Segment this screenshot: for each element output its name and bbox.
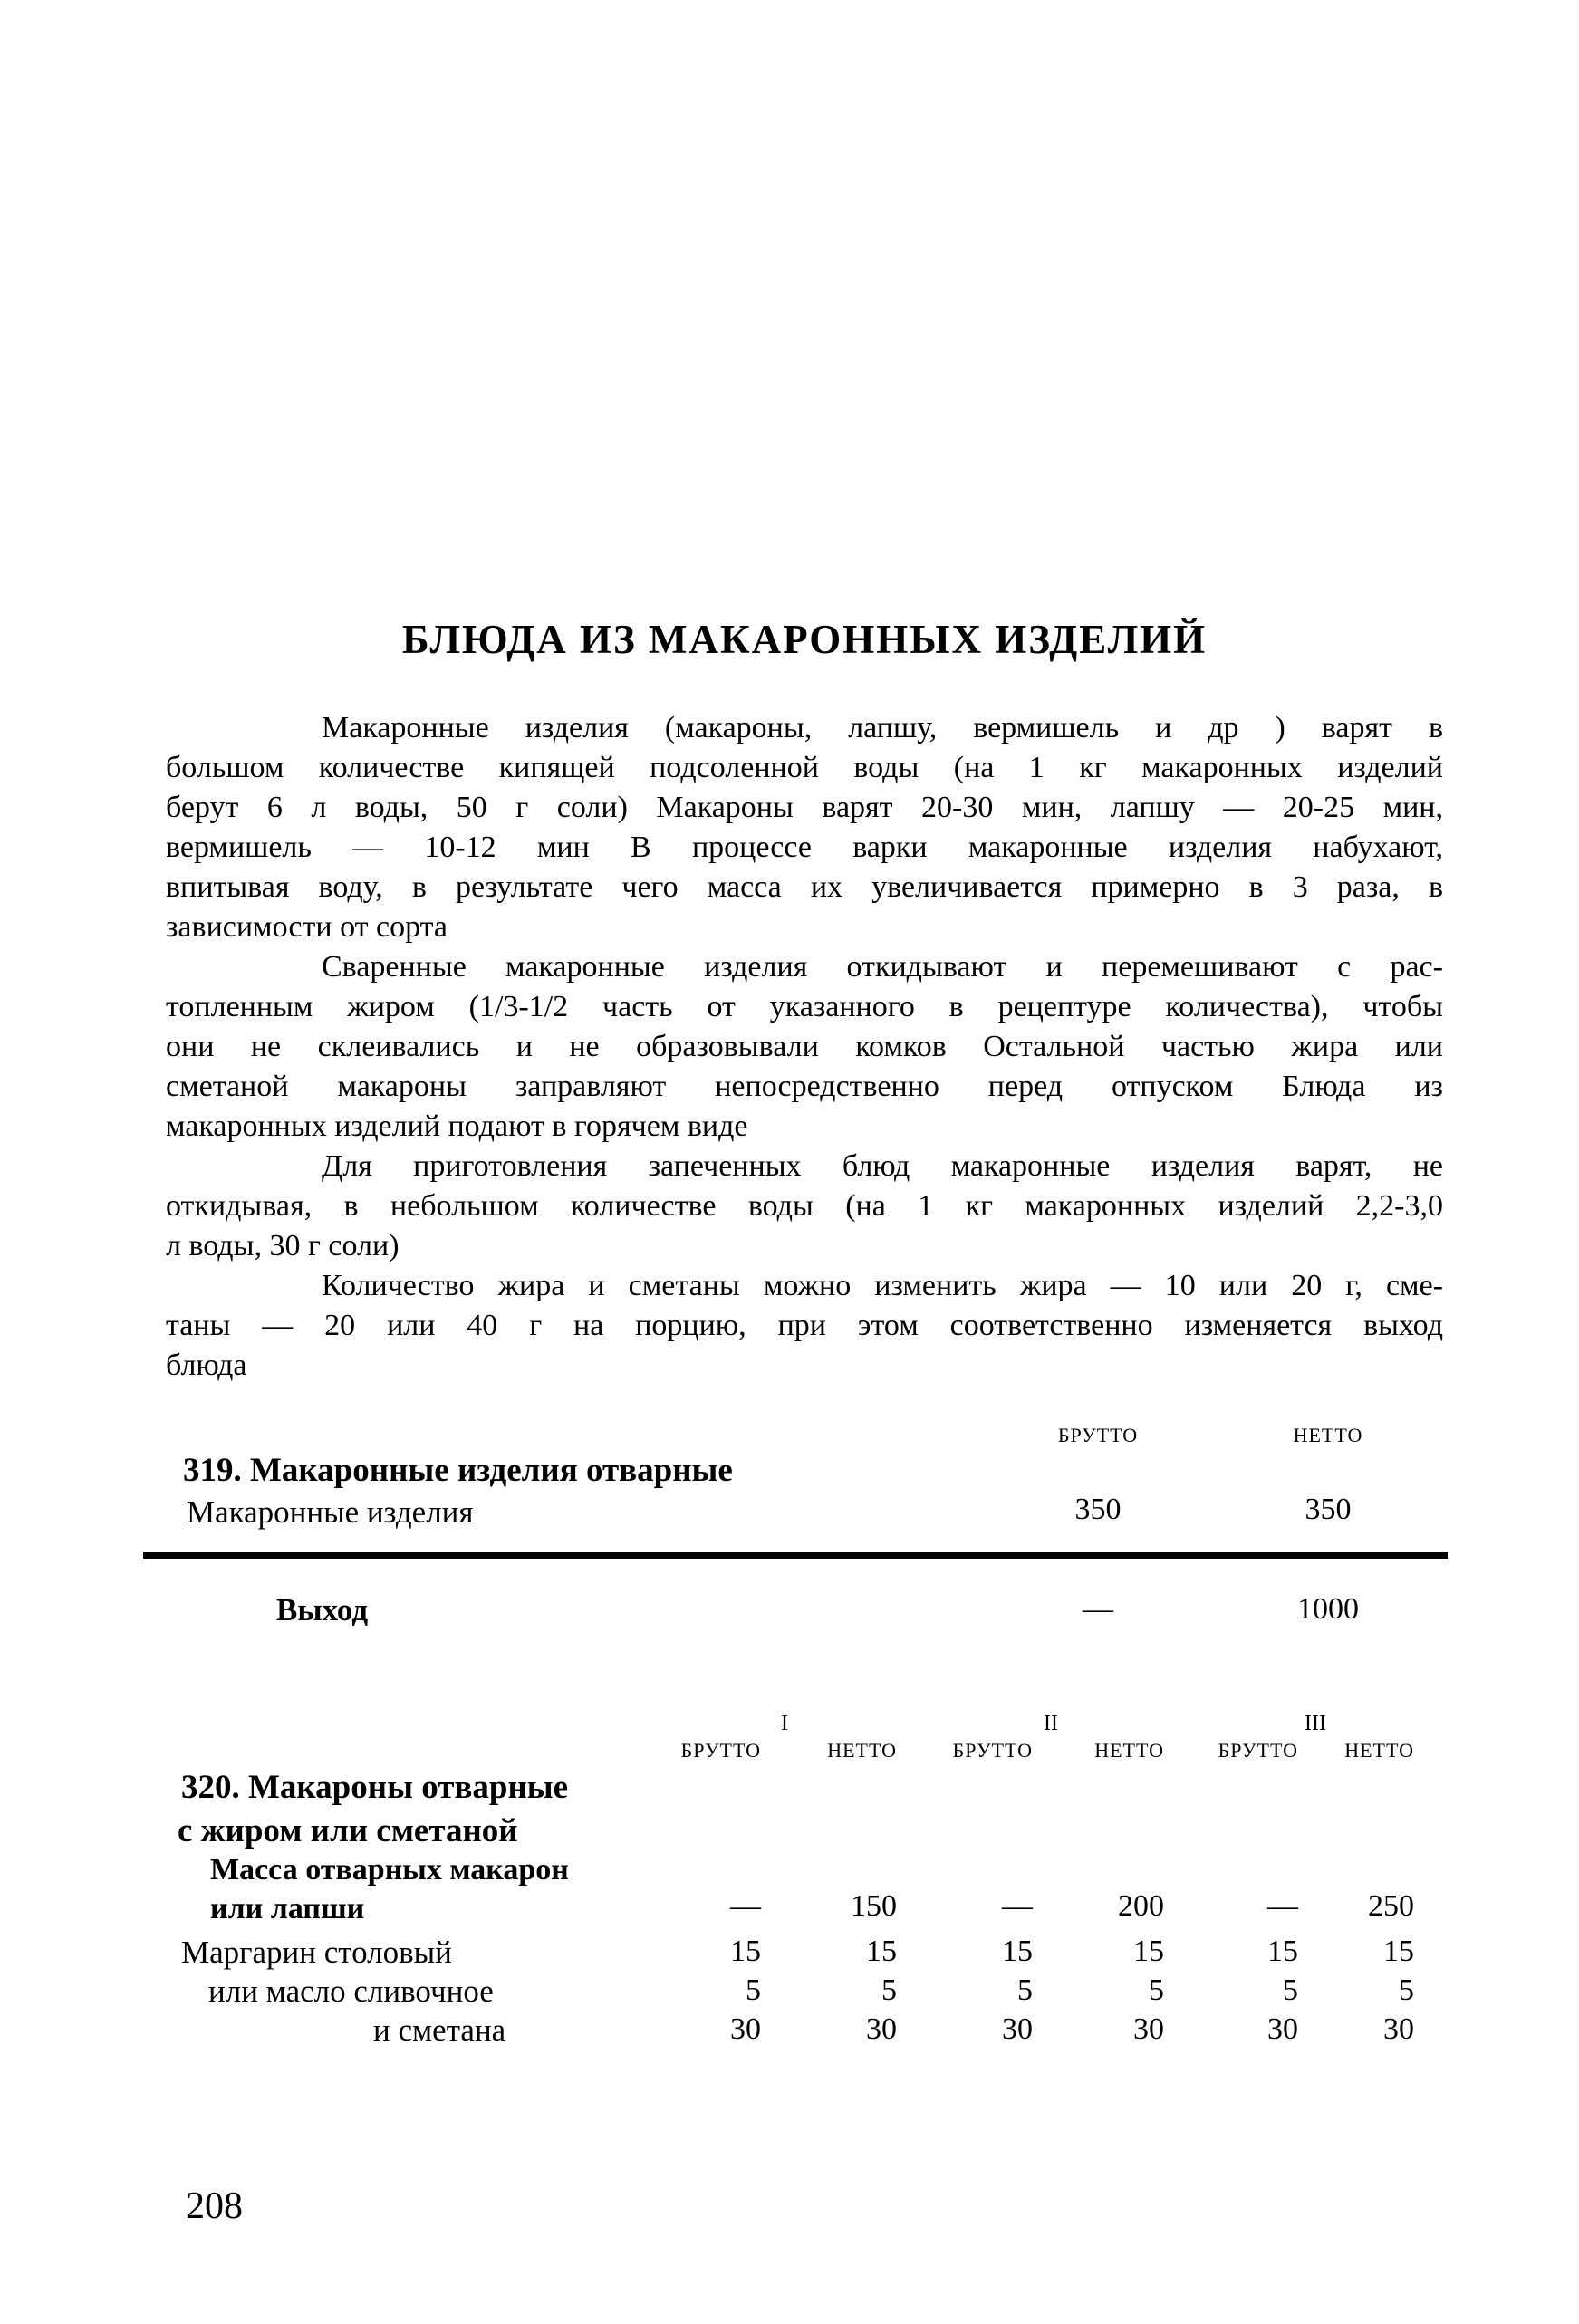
table-cell: 30 xyxy=(730,2012,761,2046)
table-cell: 15 xyxy=(1002,1935,1033,1968)
column-header-brutto: БРУТТО xyxy=(952,1739,1033,1762)
column-header-netto: НЕТТО xyxy=(827,1739,897,1762)
paragraph-line: таны — 20 или 40 г на порцию, при этом соответственно изменяется выход xyxy=(166,1309,1443,1342)
paragraph-line: блюда xyxy=(166,1349,247,1382)
table-cell: 5 xyxy=(1283,1973,1298,2007)
paragraph-line: макаронных изделий подают в горячем виде xyxy=(166,1109,748,1143)
table-cell: 15 xyxy=(1267,1935,1298,1968)
recipe-320-title-line1: 320. Макароны отварные xyxy=(181,1769,569,1806)
paragraph-line: зависимости от сорта xyxy=(166,910,448,944)
paragraph-line: Для приготовления запеченных блюд макаронные изделия варят, не xyxy=(322,1149,1443,1183)
table-cell: 5 xyxy=(1017,1973,1033,2007)
paragraph-line: л воды, 30 г соли) xyxy=(166,1229,400,1263)
table-cell: 150 xyxy=(851,1889,897,1923)
table-cell: 15 xyxy=(730,1935,761,1968)
table-cell: — xyxy=(1002,1889,1033,1923)
paragraph-line: откидывая, в небольшом количестве воды (на 1 кг макаронных изделий 2,2-3,0 xyxy=(166,1189,1443,1223)
column-header-netto: НЕТТО xyxy=(1344,1739,1414,1762)
paragraph-line: впитывая воду, в результате чего масса их увеличивается примерно в 3 раза, в xyxy=(166,870,1443,904)
table-cell: — xyxy=(730,1889,761,1923)
table-cell: 250 xyxy=(1368,1889,1414,1923)
table-cell: 5 xyxy=(746,1973,761,2007)
paragraph-line: берут 6 л воды, 50 г соли) Макароны варят 20-30 мин, лапшу — 20-25 мин, xyxy=(166,791,1443,824)
ingredient-label: Макаронные изделия xyxy=(187,1494,474,1530)
column-header-netto: НЕТТО xyxy=(1293,1424,1363,1446)
paragraph-line: Количество жира и сметаны можно изменить жира — 10 или 20 г, сме- xyxy=(322,1269,1443,1302)
paragraph-line: вермишель — 10-12 мин В процессе варки макаронные изделия набухают, xyxy=(166,831,1443,864)
portion-group-3: III xyxy=(1305,1712,1326,1735)
table-cell: 5 xyxy=(1399,1973,1414,2007)
table-cell: 5 xyxy=(881,1973,897,2007)
ingredient-label-line1: Масса отварных макарон xyxy=(210,1853,569,1887)
table-cell: 30 xyxy=(1133,2012,1164,2046)
table-cell: 30 xyxy=(1267,2012,1298,2046)
column-header-brutto: БРУТТО xyxy=(1218,1739,1298,1762)
page-title: БЛЮДА ИЗ МАКАРОННЫХ ИЗДЕЛИЙ xyxy=(401,617,1208,662)
paragraph-line: топленным жиром (1/3-1/2 часть от указанного в рецептуре количества), чтобы xyxy=(166,990,1443,1023)
table-cell: — xyxy=(1267,1889,1298,1923)
column-header-brutto: БРУТТО xyxy=(680,1739,761,1762)
ingredient-label: и сметана xyxy=(373,2012,506,2048)
output-netto: 1000 xyxy=(1297,1592,1359,1626)
portion-group-2: II xyxy=(1044,1712,1058,1735)
horizontal-rule xyxy=(143,1552,1448,1559)
table-cell: 30 xyxy=(1002,2012,1033,2046)
recipe-319-title: 319. Макаронные изделия отварные xyxy=(183,1452,733,1489)
table-cell: 30 xyxy=(866,2012,897,2046)
ingredient-netto: 350 xyxy=(1305,1493,1352,1526)
ingredient-label-line2: или лапши xyxy=(210,1892,365,1925)
portion-group-1: I xyxy=(781,1712,788,1735)
output-label: Выход xyxy=(276,1592,369,1628)
output-brutto: — xyxy=(1083,1592,1113,1626)
paragraph-line: сметаной макароны заправляют непосредственно перед отпуском Блюда из xyxy=(166,1070,1443,1103)
table-cell: 15 xyxy=(1133,1935,1164,1968)
paragraph-line: большом количестве кипящей подсоленной воды (на 1 кг макаронных изделий xyxy=(166,751,1443,784)
table-cell: 30 xyxy=(1383,2012,1414,2046)
table-cell: 15 xyxy=(1383,1935,1414,1968)
paragraph-line: они не склеивались и не образовывали комков Остальной частью жира или xyxy=(166,1030,1443,1063)
intro-text xyxy=(166,708,1443,1386)
table-cell: 5 xyxy=(1149,1973,1164,2007)
paragraph-line: Макаронные изделия (макароны, лапшу, вермишель и др ) варят в xyxy=(322,711,1443,744)
ingredient-label: или масло сливочное xyxy=(208,1973,494,2009)
paragraph-line: Сваренные макаронные изделия откидывают и перемешивают с рас- xyxy=(322,950,1443,984)
column-header-netto: НЕТТО xyxy=(1094,1739,1164,1762)
recipe-320-title-line2: с жиром или сметаной xyxy=(178,1812,518,1849)
column-header-brutto: БРУТТО xyxy=(1057,1424,1139,1446)
page-number: 208 xyxy=(186,2185,243,2227)
ingredient-brutto: 350 xyxy=(1074,1493,1122,1526)
table-cell: 15 xyxy=(866,1935,897,1968)
ingredient-label: Маргарин столовый xyxy=(181,1935,452,1970)
table-cell: 200 xyxy=(1118,1889,1164,1923)
